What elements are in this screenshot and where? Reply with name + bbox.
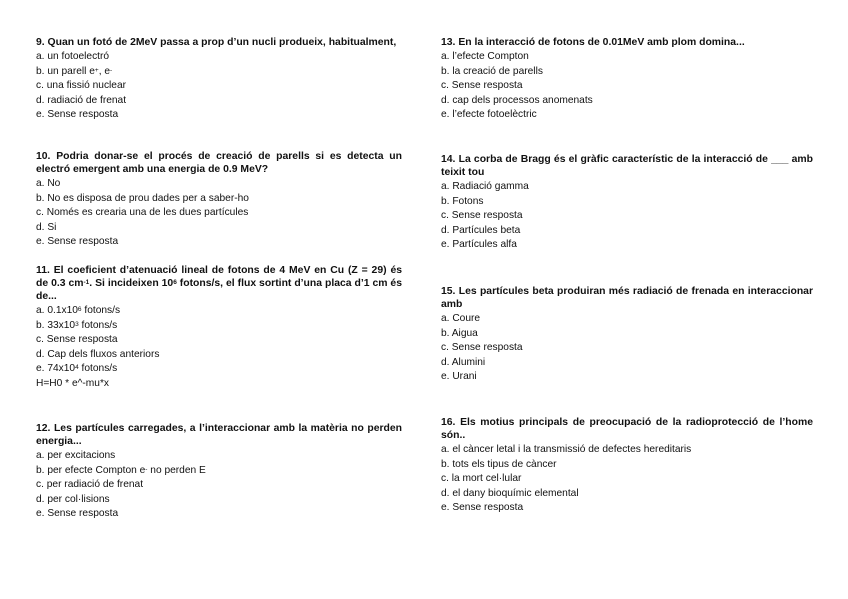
title-part: 11. El coeficient d’atenuació lineal de fotons de 4 MeV en Cu (Z = 29) és de 0.3 cm (36, 265, 402, 289)
question-9-option-a[interactable]: a. un fotoelectró (36, 51, 110, 62)
question-15-option-b[interactable]: b. Aigua (441, 327, 478, 339)
option-text: b. 33x10 (36, 319, 76, 331)
question-11-formula: H=H0 * e^-mu*x (36, 377, 110, 389)
superscript: 6 (77, 306, 82, 313)
question-10-title: 10. Podria donar-se el procés de creació de parells si es detecta un electró emergent amb una energia de 0.9 MeV? (36, 151, 402, 175)
question-10-option-b[interactable]: b. No es disposa de prou dades per a saber-ho (36, 192, 249, 204)
question-16-option-e[interactable]: e. Sense resposta (441, 502, 524, 513)
question-11-option-d[interactable]: d. Cap dels fluxos anteriors (36, 348, 160, 360)
question-12-option-c[interactable]: c. per radiació de frenat (36, 479, 144, 490)
question-9-option-d[interactable]: d. radiació de frenat (36, 94, 127, 106)
superscript: 4 (75, 364, 79, 371)
title-part: fotons/s, el flux sortint d’una placa d’1 cm és de... (36, 278, 402, 302)
question-9-option-e[interactable]: e. Sense resposta (36, 109, 119, 120)
question-12 (36, 422, 402, 522)
question-14-option-a[interactable]: a. Radiació gamma (441, 181, 529, 192)
question-16-title: 16. Els motius principals de preocupació de la radioprotecció de l’home són.. (441, 417, 813, 441)
question-9-title: 9. Quan un fotó de 2MeV passa a prop d’un nucli produeix, habitualment, (36, 37, 397, 48)
question-13-option-d[interactable]: d. cap dels processos anomenats (441, 94, 593, 106)
question-12-option-a[interactable]: a. per excitacions (36, 450, 116, 461)
question-11-title (36, 264, 402, 303)
superscript: 3 (75, 320, 79, 328)
question-15 (441, 285, 813, 385)
question-14-title: 14. La corba de Bragg és el gràfic característic de la interacció de ___ amb teixit tou (441, 154, 813, 178)
question-12-option-d[interactable]: d. per col·lisions (36, 493, 110, 505)
option-text-sep: , e (98, 65, 111, 77)
question-12-title: 12. Les partícules carregades, a l’interaccionar amb la matèria no perden energia... (36, 423, 402, 447)
question-15-option-a[interactable]: a. Coure (441, 313, 481, 324)
question-14-option-c[interactable]: c. Sense resposta (441, 210, 523, 221)
question-11-option-a[interactable] (36, 304, 402, 319)
option-text: no perden E (147, 464, 206, 476)
superscript-minus: - (145, 465, 148, 473)
superscript: -1 (83, 279, 90, 286)
question-13-title: 13. En la interacció de fotons de 0.01MeV amb plom domina... (441, 37, 745, 48)
option-text: a. 0.1x10 (36, 305, 78, 316)
superscript-minus: - (110, 66, 113, 74)
question-16-option-a[interactable]: a. el càncer letal i la transmissió de defectes hereditaris (441, 444, 692, 455)
question-13-option-a[interactable]: a. l’efecte Compton (441, 51, 529, 62)
question-9-option-c[interactable]: c. una fissió nuclear (36, 80, 127, 91)
question-10-option-d[interactable]: d. Si (36, 221, 57, 233)
question-12-option-b[interactable] (36, 464, 402, 479)
title-part: . Si incideixen 10 (89, 278, 174, 289)
question-14 (441, 153, 813, 253)
option-text: e. 74x10 (36, 363, 76, 374)
question-15-option-c[interactable]: c. Sense resposta (441, 342, 523, 353)
superscript: 6 (173, 279, 177, 286)
question-14-option-d[interactable]: d. Partícules beta (441, 224, 521, 236)
question-14-option-e[interactable]: e. Partícules alfa (441, 239, 517, 250)
question-15-option-d[interactable]: d. Alumini (441, 356, 486, 368)
question-11-option-e[interactable] (36, 362, 402, 377)
question-11 (36, 264, 402, 391)
question-15-title: 15. Les partícules beta produiran més radiació de frenada en interaccionar amb (441, 286, 813, 310)
option-text: b. per efecte Compton e (36, 464, 146, 476)
option-unit: fotons/s (81, 305, 121, 316)
question-16-option-d[interactable]: d. el dany bioquímic elemental (441, 487, 579, 499)
question-13-option-c[interactable]: c. Sense resposta (441, 80, 523, 91)
question-9 (36, 36, 402, 123)
option-text: b. un parell e (36, 65, 95, 77)
question-11-option-b[interactable] (36, 319, 402, 334)
question-9-option-b[interactable] (36, 65, 402, 80)
superscript-plus: + (94, 66, 99, 74)
option-unit: fotons/s (78, 319, 118, 331)
question-11-option-c[interactable]: c. Sense resposta (36, 334, 118, 345)
question-13-option-b[interactable]: b. la creació de parells (441, 65, 543, 77)
question-16-option-b[interactable]: b. tots els tipus de càncer (441, 458, 557, 470)
question-10-option-e[interactable]: e. Sense resposta (36, 236, 119, 247)
question-10-option-a[interactable]: a. No (36, 178, 61, 189)
question-14-option-b[interactable]: b. Fotons (441, 195, 484, 207)
question-13-option-e[interactable]: e. l’efecte fotoelèctric (441, 109, 537, 120)
question-10-option-c[interactable]: c. Només es crearia una de les dues partícules (36, 207, 249, 218)
question-13 (441, 36, 813, 123)
question-15-option-e[interactable]: e. Urani (441, 371, 477, 382)
question-12-option-e[interactable]: e. Sense resposta (36, 508, 119, 519)
question-16-option-c[interactable]: c. la mort cel·lular (441, 473, 522, 484)
question-16 (441, 416, 813, 516)
question-10 (36, 150, 402, 250)
option-unit: fotons/s (78, 363, 118, 374)
